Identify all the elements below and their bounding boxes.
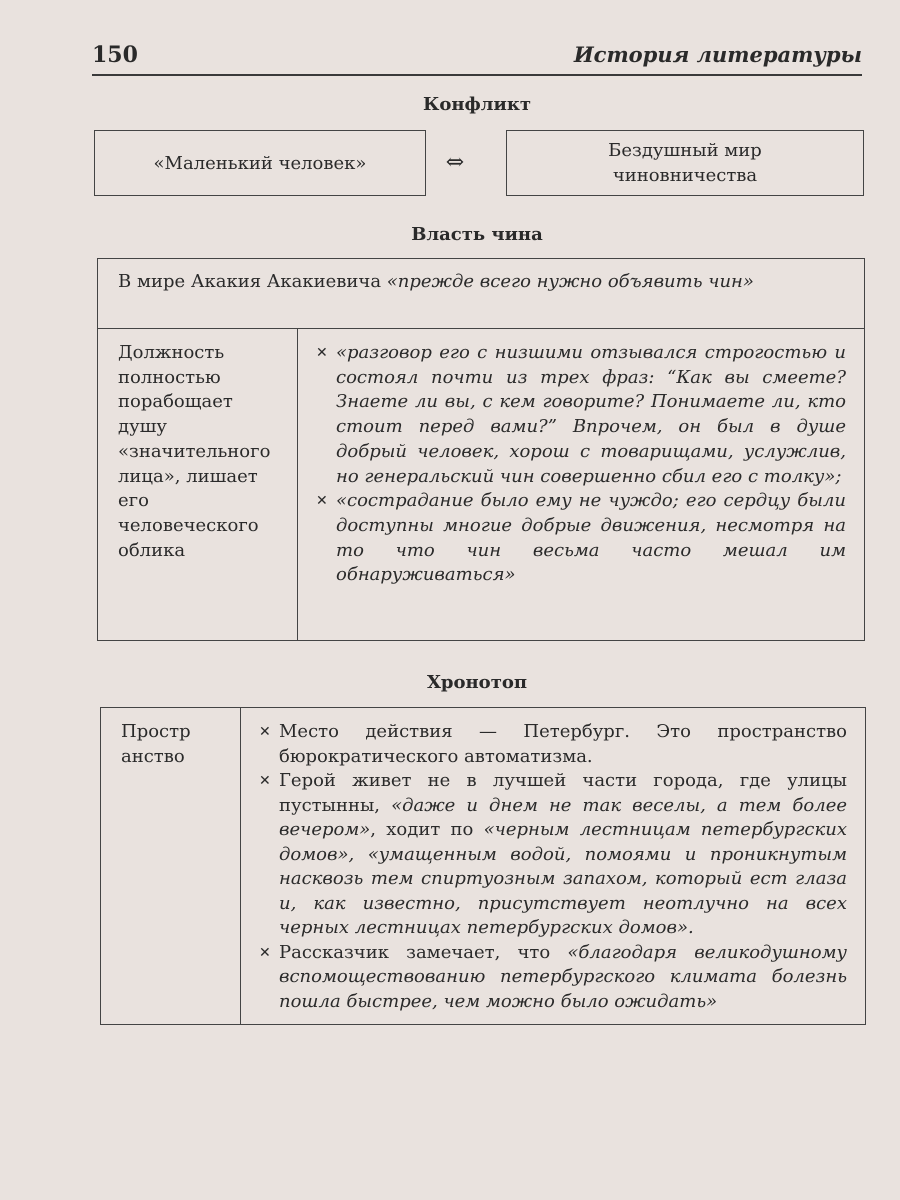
chronotope-bullet-2-text-b: , ходит по — [370, 819, 484, 840]
rank-left-cell — [98, 329, 298, 641]
chronotope-left-cell — [101, 708, 241, 1025]
chronotope-bullet-3-quote: «благодаря великодушному вспомоществованию петербургского климата болезнь пошла быстрее, чем можно было ожидать» — [279, 941, 847, 1012]
double-arrow-icon: ⇔ — [445, 150, 465, 175]
cross-bullet-icon: ✕ — [259, 944, 271, 961]
chronotope-bullet-2-quote-b: «черным лестницам петербургских домов», «умащенным водой, помоями и проникнутым насквозь тем спиртуозным запахом, который ест глаза и, как известно, присутствует неотлучно на всех черных лестницах петербургских домов». — [279, 819, 847, 938]
rank-bullet-1 — [316, 341, 846, 489]
rank-left-text: Должность полностью порабощает душу «значительного лица», лишает его человеческого облика — [118, 342, 271, 561]
conflict-right-text: Бездушный мир чиновничества — [608, 140, 762, 186]
conflict-left-text: «Маленький человек» — [153, 152, 367, 174]
cross-bullet-icon: ✕ — [316, 345, 328, 361]
chronotope-content-cell — [241, 708, 866, 1025]
rank-title: Власть чина — [411, 224, 543, 245]
chronotope-bullet-2 — [259, 769, 847, 941]
rank-intro-text: В мире Акакия Акакиевича — [118, 271, 387, 292]
chronotope-bullet-2-quote-a: «даже и днем не так веселы, а тем более вечером» — [279, 794, 847, 840]
rank-quotes-cell — [298, 329, 865, 641]
chronotope-bullet-3 — [259, 941, 847, 1015]
rank-bullet-1-text: «разговор его с низшими отзывался строгостью и состоял почти из трех фраз: “Как вы смеете? Знаете ли вы, с кем говорите? Понимаете ли, кто стоит перед вами?” Впрочем, он был в душе добрый человек, хорош с товарищами, услужлив, но генеральский чин совершенно сбил его с толку»; — [336, 342, 846, 487]
chronotope-table — [100, 707, 866, 1025]
cross-bullet-icon: ✕ — [259, 724, 271, 740]
conflict-title: Конфликт — [423, 94, 531, 115]
conflict-left-box — [94, 130, 426, 196]
page-header — [92, 40, 862, 76]
rank-intro-quote: «прежде всего нужно объявить чин» — [386, 271, 754, 292]
rank-intro-cell — [98, 259, 865, 329]
chronotope-bullet-2-text-a: Герой живет не в лучшей части города, где улицы пустынны, — [279, 770, 847, 816]
chronotope-title: Хронотоп — [426, 672, 528, 693]
rank-bullet-2 — [316, 489, 846, 588]
cross-bullet-icon: ✕ — [316, 493, 328, 510]
rank-table — [97, 258, 865, 641]
cross-bullet-icon: ✕ — [259, 773, 271, 789]
conflict-right-box — [506, 130, 864, 196]
chronotope-left-text: Пространство — [121, 721, 191, 767]
rank-bullet-2-text: «сострадание было ему не чуждо; его сердцу были доступны многие добрые движения, несмотря на то что чин весьма часто мешал им обнаруживаться» — [336, 490, 846, 586]
running-title: История литературы — [573, 42, 862, 67]
chronotope-bullet-1-text: Место действия — Петербург. Это пространство бюрократического автоматизма. — [279, 721, 847, 767]
page-number: 150 — [92, 42, 138, 68]
chronotope-bullet-3-text: Рассказчик замечает, что — [279, 941, 568, 963]
chronotope-bullet-1 — [259, 720, 847, 769]
